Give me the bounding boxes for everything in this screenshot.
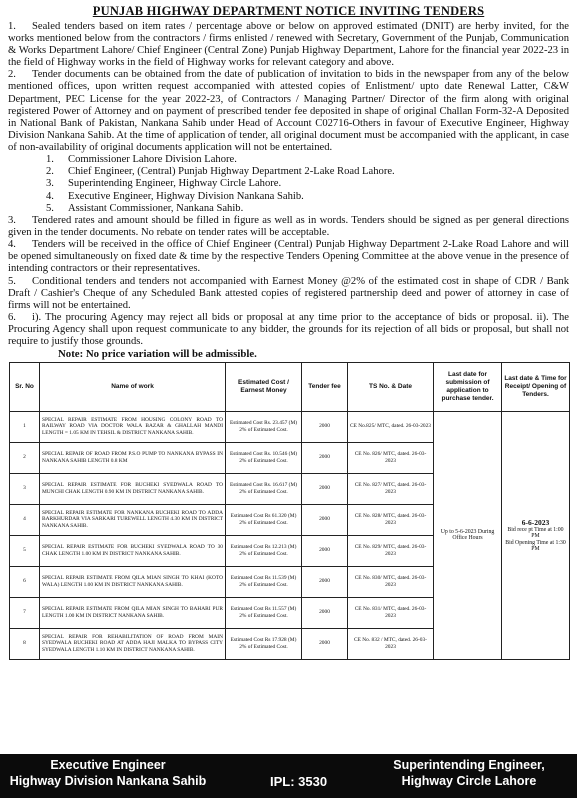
earnest-money: 2% of Estimated Cost. xyxy=(239,643,288,650)
header-opening: Last date & Time for Receipt/ Opening of Tenders. xyxy=(502,362,570,411)
paragraph-text: i). The procuring Agency may reject all bids or proposal at any time prior to the acceptance of bids or proposal. ii). The Procuring Agency shall upon request communicate to any bidder, the grounds for its rejection of all bids or proposal, but shall not require to justify those grounds. xyxy=(8,311,569,347)
last-date-text: Up to 5-6-2023 During Office Hours xyxy=(440,528,495,542)
office-text: Assistant Commissioner, Nankana Sahib. xyxy=(68,202,244,214)
cell-fee xyxy=(302,597,348,628)
cell-fee xyxy=(302,535,348,566)
footer-bar xyxy=(0,754,577,798)
cell-cost xyxy=(226,442,302,473)
bid-receipt-time: Bid rece pt Time at 1:00 PM xyxy=(507,526,564,540)
signatory-title: Executive Engineer xyxy=(50,758,166,772)
ts-number: CE No. 831/ MTC, dated. 26-03-2023 xyxy=(354,606,427,619)
work-name: SPECIAL REPAIR OF ROAD FROM P.S.O PUMP TO NANKANA BYPASS IN NANKANA SAHIB LENGTH 0.8 KM xyxy=(42,451,223,464)
tender-fee: 2000 xyxy=(319,578,330,585)
earnest-money: 2% of Estimated Cost. xyxy=(239,581,288,588)
tender-fee: 2000 xyxy=(319,423,330,430)
paragraph-number: 4. xyxy=(8,239,16,251)
sr-value: 5 xyxy=(23,547,26,554)
paragraph-4 xyxy=(8,239,569,275)
office-item xyxy=(46,178,569,190)
signatory-office: Highway Division Nankana Sahib xyxy=(9,773,207,788)
paragraph-1 xyxy=(8,21,569,69)
signatory-office: Highway Circle Lahore xyxy=(401,773,537,788)
office-list xyxy=(46,154,569,215)
work-name: SPECIAL REPAIR ESTIMATE FOR BUCHEKI SYEDWALA ROAD TO 30 CHAK LENGTH 1.00 KM IN DISTRICT NANKANA SAHIB. xyxy=(42,544,223,557)
cell-fee xyxy=(302,442,348,473)
earnest-money: 2% of Estimated Cost. xyxy=(239,426,288,433)
cell-name-of-work xyxy=(40,535,226,566)
estimated-cost: Estimated Cost Rs 12.213 (M) xyxy=(230,544,297,551)
sr-value: 7 xyxy=(23,609,26,616)
header-name-of-work: Name of work xyxy=(40,362,226,411)
cell-sr xyxy=(10,597,40,628)
work-name: SPECIAL REPAIR ESTIMATE FOR BUCHEKI SYEDWALA ROAD TO MUNCHI CHAK LENGTH 0.90 KM IN DISTRICT NANKANA SAHIB. xyxy=(42,482,223,495)
ts-number: CE No.825/ MTC, dated. 26-03-2023 xyxy=(350,423,432,430)
cell-sr xyxy=(10,411,40,442)
office-number: 4. xyxy=(46,190,54,202)
cell-opening xyxy=(502,411,570,659)
sr-value: 3 xyxy=(23,485,26,492)
office-item xyxy=(46,166,569,178)
cell-sr xyxy=(10,504,40,535)
tender-fee: 2000 xyxy=(319,609,330,616)
paragraph-number: 2. xyxy=(8,69,16,81)
sr-value: 4 xyxy=(23,516,26,523)
office-item xyxy=(46,203,569,215)
office-number: 2. xyxy=(46,166,54,178)
estimated-cost: Estimated Cost Rs 11.539 (M) xyxy=(230,575,297,582)
cell-fee xyxy=(302,628,348,659)
price-variation-note: Note: No price variation will be admissible. xyxy=(58,348,257,361)
header-fee: Tender fee xyxy=(302,362,348,411)
cell-ts xyxy=(348,442,434,473)
cell-fee xyxy=(302,411,348,442)
cell-ts xyxy=(348,597,434,628)
cell-cost xyxy=(226,628,302,659)
tender-fee: 2000 xyxy=(319,485,330,492)
cell-cost xyxy=(226,411,302,442)
paragraph-text: Tendered rates and amount should be filled in figure as well as in words. Tenders should be signed as per general directions given in the tender documents. No rebate on tender rates will be acceptable. xyxy=(8,215,569,239)
cell-cost xyxy=(226,597,302,628)
cell-name-of-work xyxy=(40,597,226,628)
cell-name-of-work xyxy=(40,566,226,597)
tenders-table xyxy=(9,362,570,660)
cell-fee xyxy=(302,504,348,535)
estimated-cost: Estimated Cost Rs 61.320 (M) xyxy=(230,513,297,520)
table-header-row xyxy=(10,362,570,411)
earnest-money: 2% of Estimated Cost. xyxy=(239,457,288,464)
ts-number: CE No. 827/ MTC, dated. 26-03-2023 xyxy=(354,482,427,495)
cell-sr xyxy=(10,628,40,659)
earnest-money: 2% of Estimated Cost. xyxy=(239,519,288,526)
paragraph-number: 6. xyxy=(8,311,16,323)
earnest-money: 2% of Estimated Cost. xyxy=(239,488,288,495)
tender-fee: 2000 xyxy=(319,547,330,554)
sr-value: 1 xyxy=(23,423,26,430)
paragraph-number: 5. xyxy=(8,275,16,287)
estimated-cost: Estimated Cost Rs. 16.617 (M) xyxy=(229,482,298,489)
work-name: SPECIAL REPAIR ESTIMATE FROM HOUSING COLONY ROAD TO RAILWAY ROAD VIA DOCTOR WALA BAZAR & GHALLAH MANDI LENGTH = 1.05 KM IN TEHSIL & DISTRICT NANKANA SAHIB. xyxy=(42,416,223,436)
superintending-engineer-signature xyxy=(371,758,567,789)
estimated-cost: Estimated Cost Rs. 10.546 (M) xyxy=(229,451,298,458)
work-name: SPECIAL REPAIR ESTIMATE FROM QILA MIAN SINGH TO KHAI (KOTO WALA) LENGTH 1.00 KM IN DISTRICT NANKANA SAHIB. xyxy=(42,575,223,588)
header-last-date: Last date for submission of application to purchase tender. xyxy=(434,362,502,411)
ts-number: CE No. 829/ MTC, dated. 26-03-2023 xyxy=(354,544,427,557)
cell-cost xyxy=(226,473,302,504)
office-number: 5. xyxy=(46,202,54,214)
cell-name-of-work xyxy=(40,473,226,504)
paragraph-3 xyxy=(8,215,569,239)
ipl-number: IPL: 3530 xyxy=(270,774,328,789)
cell-cost xyxy=(226,504,302,535)
ts-number: CE No. 830/ MTC, dated. 26-03-2023 xyxy=(354,575,427,588)
cell-ts xyxy=(348,411,434,442)
cell-ts xyxy=(348,628,434,659)
bid-opening-time: Bid Opening Time at 1:30 PM xyxy=(505,539,566,552)
office-text: Commissioner Lahore Division Lahore. xyxy=(68,154,237,166)
opening-date: 6-6-2023 xyxy=(521,517,550,527)
earnest-money: 2% of Estimated Cost. xyxy=(239,550,288,557)
cell-ts xyxy=(348,504,434,535)
tender-fee: 2000 xyxy=(319,516,330,523)
cell-sr xyxy=(10,442,40,473)
paragraph-6 xyxy=(8,312,569,348)
cell-name-of-work xyxy=(40,628,226,659)
sr-value: 2 xyxy=(23,454,26,461)
ts-number: CE No. 828/ MTC, dated. 26-03-2023 xyxy=(354,513,427,526)
cell-name-of-work xyxy=(40,442,226,473)
office-text: Superintending Engineer, Highway Circle Lahore. xyxy=(68,178,282,190)
cell-name-of-work xyxy=(40,411,226,442)
office-item xyxy=(46,191,569,203)
notice-title: PUNJAB HIGHWAY DEPARTMENT NOTICE INVITING TENDERS xyxy=(92,4,485,18)
executive-engineer-signature xyxy=(8,758,208,789)
cell-cost xyxy=(226,566,302,597)
paragraph-number: 1. xyxy=(8,21,16,32)
office-item xyxy=(46,154,569,166)
cell-sr xyxy=(10,566,40,597)
table-row xyxy=(10,411,570,442)
sr-value: 8 xyxy=(23,640,26,647)
tender-fee: 2000 xyxy=(319,640,330,647)
paragraph-text: Tenders will be received in the office of Chief Engineer (Central) Punjab Highway Department 2-Lake Road Lahore and will be opened simultaneously on fixed date & time by the respective Tenders Opening Committee at the above venue in the presence of intending contractors or their representatives. xyxy=(8,239,569,275)
office-text: Chief Engineer, (Central) Punjab Highway Department 2-Lake Road Lahore. xyxy=(68,166,395,178)
cell-fee xyxy=(302,473,348,504)
estimated-cost: Estimated Cost Rs. 23.457 (M) xyxy=(229,420,298,427)
paragraph-number: 3. xyxy=(8,215,16,227)
estimated-cost: Estimated Cost Rs 11.557 (M) xyxy=(230,606,297,613)
cell-fee xyxy=(302,566,348,597)
cell-ts xyxy=(348,535,434,566)
cell-sr xyxy=(10,473,40,504)
work-name: SPECIAL REPAIR FOR REHABILITATION OF ROAD FROM MAIN SYEDWALA BUCHEKI ROAD AT ADDA HAJI MALKA TO BYPASS CITY SYEDWALA LENGTH 1.10 KM IN DISTRICT NANKANA SAHIB. xyxy=(42,633,223,653)
sr-value: 6 xyxy=(23,578,26,585)
work-name: SPECIAL REPAIR ESTIMATE FROM QILA MIAN SINGH TO BAHARI PUR LENGTH 1.00 KM IN DISTRICT NANKANA SAHIB. xyxy=(42,606,223,619)
cell-last-date xyxy=(434,411,502,659)
paragraph-text: Conditional tenders and tenders not accompanied with Earnest Money @2% of the estimated cost in shape of CDR / Bank Draft / Cashier's Cheque of any Scheduled Bank attested copies of registered partnership deed and power of attorney in case of firms will not be entertained. xyxy=(8,275,569,311)
office-text: Executive Engineer, Highway Division Nankana Sahib. xyxy=(68,190,304,202)
cell-sr xyxy=(10,535,40,566)
work-name: SPECIAL REPAIR ESTIMATE FOR NANKANA BUCHEKI ROAD TO ADDA BARKHURDAR VIA SARKARI TUREWELL LENGTH 4.30 KM IN DISTRICT NANKANA SAHIB. xyxy=(42,509,223,529)
signatory-title: Superintending Engineer, xyxy=(393,758,545,772)
office-number: 3. xyxy=(46,178,54,190)
ts-number: CE No. 826/ MTC, dated. 26-03-2023 xyxy=(354,451,427,464)
header-sr: Sr. No xyxy=(10,362,40,411)
cell-cost xyxy=(226,535,302,566)
office-number: 1. xyxy=(46,154,54,166)
cell-ts xyxy=(348,473,434,504)
paragraph-text: Sealed tenders based on item rates / percentage above or below on approved estimated (DNIT) are herby invited, for the works mentioned below from the contractors / firms enlisted / renewed with Secretary, Government of the Punjab, Communication & Works Department Lahore/ Chief Engineer (Central Zone) Punjab Highway Department, Lahore for the financial year 2022-23 in the field of Highway works in the field of Highway works for relevant category and above. xyxy=(8,21,569,69)
cell-ts xyxy=(348,566,434,597)
cell-name-of-work xyxy=(40,504,226,535)
estimated-cost: Estimated Cost Rs 17.928 (M) xyxy=(230,637,297,644)
tender-fee: 2000 xyxy=(319,454,330,461)
header-cost: Estimated Cost / Earnest Money xyxy=(226,362,302,411)
paragraph-5 xyxy=(8,276,569,312)
header-ts: TS No. & Date xyxy=(348,362,434,411)
paragraph-2 xyxy=(8,69,569,154)
ts-number: CE No. 832 / MTC, dated. 26-03-2023 xyxy=(354,637,427,650)
paragraph-text: Tender documents can be obtained from the date of publication of invitation to bids in the newspaper from any of the below mentioned offices, upon written request accompanied with attested copies of Enlistment/ upto date Renewal Latter, C&W Department, PEC License for the year 2022-23, of Contractors / Managing Partner/ Director of the firm along with original registered Power of Attorney and on payment of prescribed tender fee deposited in shape of original Challan Form-32-A Deposited in National Bank of Pakistan, Nankana Sahib under Head of Account C02716-Others in favour of Executive Engineer, Highway Division Nankana Sahib. At the time of application of tender, all original document must be accompanied with the applicant, in case of non-availability of original documents application will not be entertained. xyxy=(8,69,569,153)
earnest-money: 2% of Estimated Cost. xyxy=(239,612,288,619)
